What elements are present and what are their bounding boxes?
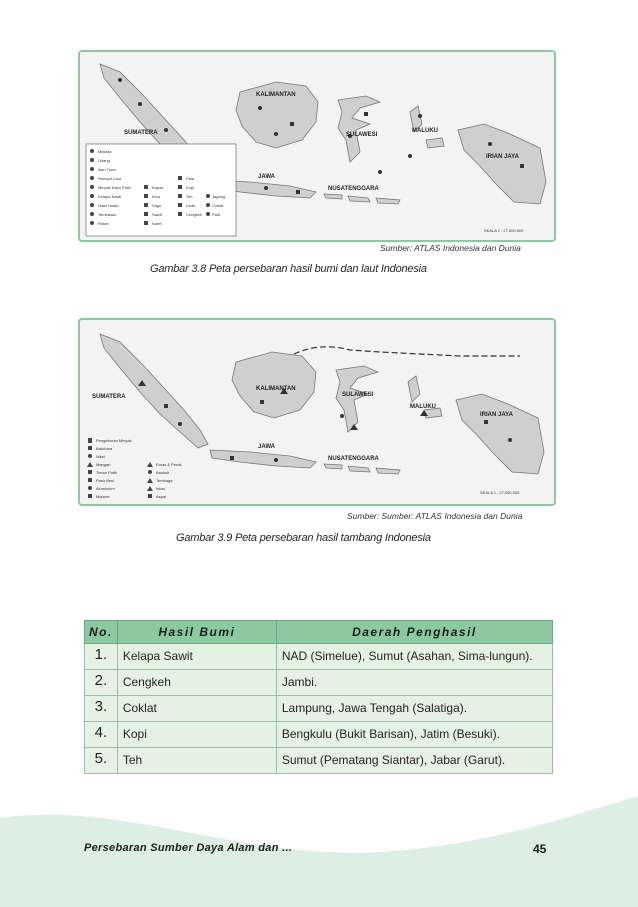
source-2: Sumber: Sumber: ATLAS Indonesia dan Dunia	[347, 511, 523, 521]
legend-item: Mutiara	[98, 149, 112, 154]
table-header-row	[85, 621, 553, 644]
row-number: 5.	[85, 748, 118, 774]
label-jawa: JAWA	[258, 444, 276, 450]
label-irian-jaya: IRIAN JAYA	[480, 412, 513, 418]
caption-2: Gambar 3.9 Peta persebaran hasil tambang Indonesia	[176, 532, 431, 544]
caption-1: Gambar 3.8 Peta persebaran hasil bumi dan laut Indonesia	[150, 263, 427, 275]
label-jawa: JAWA	[258, 174, 276, 180]
row-item: Coklat	[117, 696, 276, 722]
row-number: 1.	[85, 644, 118, 670]
page-number: 45	[533, 842, 547, 856]
row-area: Sumut (Pematang Siantar), Jabar (Garut).	[276, 748, 552, 774]
row-item: Kopi	[117, 722, 276, 748]
legend-item: Udang	[98, 158, 110, 163]
footer-chapter-title: Persebaran Sumber Daya Alam dan ...	[84, 842, 293, 854]
legend-item: Cengkeh	[186, 212, 203, 217]
map1-legend	[86, 144, 236, 236]
map2-scale: SKALA 1 : 27.000.000	[480, 490, 520, 495]
legend-item: Pala	[186, 176, 195, 181]
legend-item: Bauksit	[156, 470, 170, 475]
mining-resources-map	[78, 318, 556, 506]
table-row	[85, 748, 553, 774]
label-maluku: MALUKU	[410, 404, 436, 410]
table-row	[85, 696, 553, 722]
legend-item: Jagung	[212, 194, 226, 199]
legend-item: Padi	[212, 212, 221, 217]
legend-item: Tembakau	[98, 212, 117, 217]
legend-item: Emas & Perak	[156, 462, 182, 467]
row-area: Lampung, Jawa Tengah (Salatiga).	[276, 696, 552, 722]
legend-item: Rumput Laut	[98, 176, 121, 181]
legend-item: Sawit	[152, 212, 162, 217]
legend-item: Batubara	[96, 446, 113, 451]
legend-item: Timah Putih	[96, 470, 118, 475]
label-irian-jaya: IRIAN JAYA	[486, 154, 519, 160]
row-area: NAD (Simelue), Sumut (Asahan, Sima-lungun).	[276, 644, 552, 670]
row-area: Bengkulu (Bukit Barisan), Jatim (Besuki).	[276, 722, 552, 748]
table-row	[85, 644, 553, 670]
legend-item: Aluminium	[96, 486, 115, 491]
label-nusatenggara: NUSATENGGARA	[328, 456, 379, 462]
label-sulawesi: SULAWESI	[346, 132, 378, 138]
legend-item: Lada	[186, 203, 195, 208]
label-sumatera: SUMATERA	[92, 394, 126, 400]
legend-item: Aspal	[156, 494, 167, 499]
label-maluku: MALUKU	[412, 128, 438, 134]
natural-resources-map	[78, 50, 556, 242]
row-item: Kelapa Sawit	[117, 644, 276, 670]
table-row	[85, 670, 553, 696]
legend-item: Rotan	[98, 221, 109, 226]
legend-item: Coklat	[212, 203, 224, 208]
map1-scale: SKALA 1 : 27.000.000	[484, 228, 524, 233]
label-kalimantan: KALIMANTAN	[256, 386, 296, 392]
legend-item: Pasir Besi	[96, 478, 115, 483]
label-kalimantan: KALIMANTAN	[256, 92, 296, 98]
label-sulawesi: SULAWESI	[342, 392, 374, 398]
source-1: Sumber: ATLAS Indonesia dan Dunia	[380, 243, 521, 253]
row-item: Teh	[117, 748, 276, 774]
legend-item: Mangan	[96, 462, 111, 467]
legend-item: Minyak Kayu Putih	[98, 185, 132, 190]
label-sumatera: SUMATERA	[124, 130, 158, 136]
header-no: No.	[85, 621, 118, 644]
row-number: 4.	[85, 722, 118, 748]
map-illustration	[80, 52, 554, 240]
legend-item: Karet	[152, 221, 162, 226]
header-hasil-bumi: Hasil Bumi	[117, 621, 276, 644]
header-daerah-penghasil: Daerah Penghasil	[276, 621, 552, 644]
legend-item: Marmer	[96, 494, 110, 499]
legend-item: Kelapa Sawit	[98, 194, 122, 199]
legend-item: Intan	[156, 486, 165, 491]
legend-item: Tembaga	[156, 478, 173, 483]
legend-item: Ikan Tuna	[98, 167, 116, 172]
row-number: 3.	[85, 696, 118, 722]
row-number: 2.	[85, 670, 118, 696]
map-illustration	[80, 320, 554, 504]
legend-item: Teh	[186, 194, 193, 199]
legend-item: Hasil Hutan	[98, 203, 119, 208]
agricultural-products-table	[84, 620, 553, 774]
table-row	[85, 722, 553, 748]
row-item: Cengkeh	[117, 670, 276, 696]
legend-item: Nikel	[96, 454, 105, 459]
legend-item: Kopi	[186, 185, 195, 190]
legend-item: Kapas	[152, 185, 164, 190]
legend-item: Pengeboran Minyak	[96, 438, 132, 443]
label-nusatenggara: NUSATENGGARA	[328, 186, 379, 192]
row-area: Jambi.	[276, 670, 552, 696]
legend-item: Kina	[152, 194, 161, 199]
legend-item: Sagu	[152, 203, 162, 208]
